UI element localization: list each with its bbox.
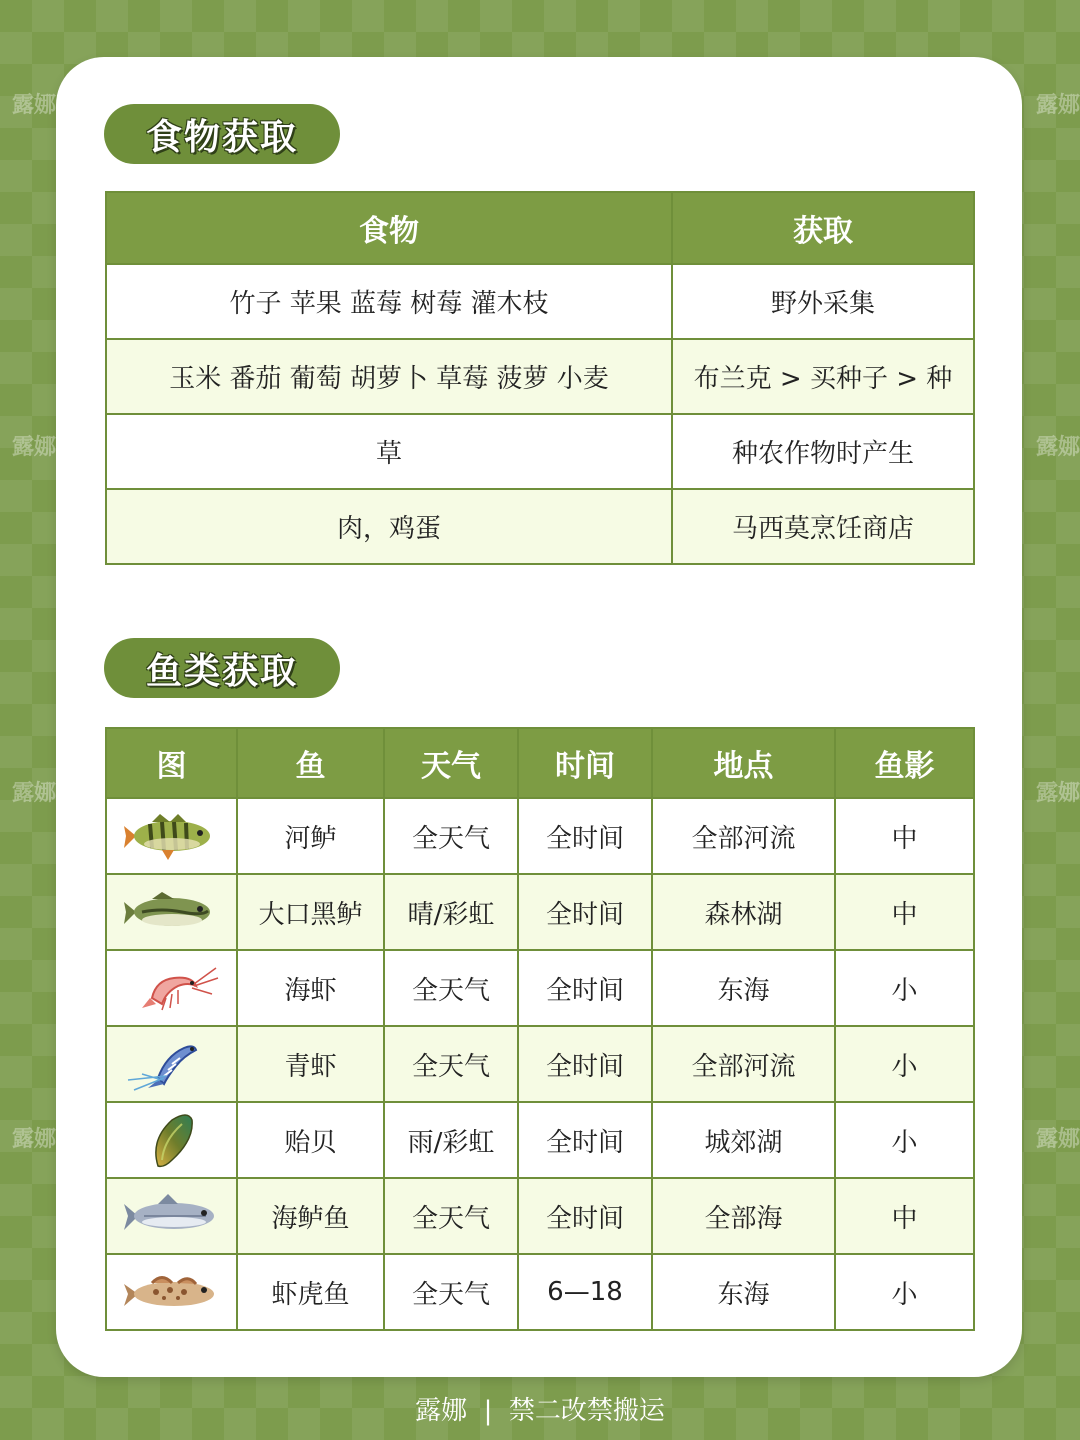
food-section-title [104, 104, 340, 164]
table-row [106, 950, 974, 1026]
fish-image-cell [106, 1102, 237, 1178]
source-cell: 野外采集 [672, 264, 974, 339]
fish-header-name: 鱼 [237, 728, 384, 798]
fish-shadow-cell: 中 [835, 798, 974, 874]
mussel-icon [122, 1110, 222, 1170]
fish-section-title [104, 638, 340, 698]
fish-table [105, 727, 975, 1331]
fish-name-cell: 海虾 [237, 950, 384, 1026]
fish-location-cell: 全部河流 [652, 798, 835, 874]
shrimp-icon [122, 958, 222, 1018]
fish-time-cell: 全时间 [518, 874, 652, 950]
fish-weather-cell: 全天气 [384, 1254, 518, 1330]
table-row [106, 489, 974, 564]
watermark: 露娜 [1036, 93, 1080, 118]
content-card [56, 57, 1022, 1377]
table-row [106, 1026, 974, 1102]
table-row [106, 414, 974, 489]
largemouth-bass-icon [122, 882, 222, 942]
fish-name-cell: 河鲈 [237, 798, 384, 874]
watermark: 露娜 [12, 93, 57, 118]
watermark: 露娜 [12, 435, 57, 460]
fish-name-cell: 海鲈鱼 [237, 1178, 384, 1254]
fish-image-cell [106, 950, 237, 1026]
food-cell: 玉米 番茄 葡萄 胡萝卜 草莓 菠萝 小麦 [106, 339, 672, 414]
food-table-header [106, 192, 974, 264]
fish-time-cell: 全时间 [518, 950, 652, 1026]
fish-time-cell: 6—18 [518, 1254, 652, 1330]
watermark: 露娜 [1036, 1127, 1080, 1152]
source-cell: 马西莫烹饪商店 [672, 489, 974, 564]
fish-name-cell: 大口黑鲈 [237, 874, 384, 950]
food-table [105, 191, 975, 565]
fish-location-cell: 东海 [652, 1254, 835, 1330]
fish-time-cell: 全时间 [518, 1102, 652, 1178]
fish-shadow-cell: 中 [835, 874, 974, 950]
food-section-title-text: 食物获取 [145, 116, 298, 158]
food-header-food: 食物 [106, 192, 672, 264]
fish-header-time: 时间 [518, 728, 652, 798]
fish-header-image: 图 [106, 728, 237, 798]
fish-shadow-cell: 小 [835, 1102, 974, 1178]
fish-location-cell: 东海 [652, 950, 835, 1026]
food-cell: 肉，鸡蛋 [106, 489, 672, 564]
footer-credit: 露娜 | 禁二改禁搬运 [415, 1396, 665, 1426]
fish-time-cell: 全时间 [518, 1178, 652, 1254]
fish-name-cell: 虾虎鱼 [237, 1254, 384, 1330]
fish-location-cell: 全部海 [652, 1178, 835, 1254]
source-cell: 布兰克 > 买种子 > 种 [672, 339, 974, 414]
watermark: 露娜 [1036, 435, 1080, 460]
watermark: 露娜 [12, 1127, 57, 1152]
fish-image-cell [106, 1026, 237, 1102]
table-row [106, 874, 974, 950]
fish-image-cell [106, 1178, 237, 1254]
fish-section-title-text: 鱼类获取 [145, 650, 298, 692]
fish-header-location: 地点 [652, 728, 835, 798]
watermark: 露娜 [1036, 781, 1080, 806]
fish-image-cell [106, 1254, 237, 1330]
fish-location-cell: 全部河流 [652, 1026, 835, 1102]
fish-shadow-cell: 小 [835, 950, 974, 1026]
fish-shadow-cell: 中 [835, 1178, 974, 1254]
fish-location-cell: 森林湖 [652, 874, 835, 950]
table-row [106, 798, 974, 874]
sea-bass-icon [122, 1186, 222, 1246]
table-row [106, 1254, 974, 1330]
fish-weather-cell: 全天气 [384, 798, 518, 874]
fish-name-cell: 贻贝 [237, 1102, 384, 1178]
perch-icon [122, 806, 222, 866]
fish-shadow-cell: 小 [835, 1254, 974, 1330]
table-row [106, 1102, 974, 1178]
fish-weather-cell: 全天气 [384, 1178, 518, 1254]
fish-table-header [106, 728, 974, 798]
fish-name-cell: 青虾 [237, 1026, 384, 1102]
fish-image-cell [106, 798, 237, 874]
source-cell: 种农作物时产生 [672, 414, 974, 489]
fish-weather-cell: 晴/彩虹 [384, 874, 518, 950]
goby-icon [122, 1262, 222, 1322]
watermark: 露娜 [12, 781, 57, 806]
fish-weather-cell: 雨/彩虹 [384, 1102, 518, 1178]
table-row [106, 264, 974, 339]
food-cell: 草 [106, 414, 672, 489]
table-row [106, 339, 974, 414]
fish-image-cell [106, 874, 237, 950]
fish-shadow-cell: 小 [835, 1026, 974, 1102]
fish-weather-cell: 全天气 [384, 950, 518, 1026]
fish-location-cell: 城郊湖 [652, 1102, 835, 1178]
blue-shrimp-icon [122, 1034, 222, 1094]
table-row [106, 1178, 974, 1254]
fish-weather-cell: 全天气 [384, 1026, 518, 1102]
food-header-source: 获取 [672, 192, 974, 264]
fish-time-cell: 全时间 [518, 1026, 652, 1102]
food-cell: 竹子 苹果 蓝莓 树莓 灌木枝 [106, 264, 672, 339]
fish-header-shadow: 鱼影 [835, 728, 974, 798]
fish-header-weather: 天气 [384, 728, 518, 798]
fish-time-cell: 全时间 [518, 798, 652, 874]
